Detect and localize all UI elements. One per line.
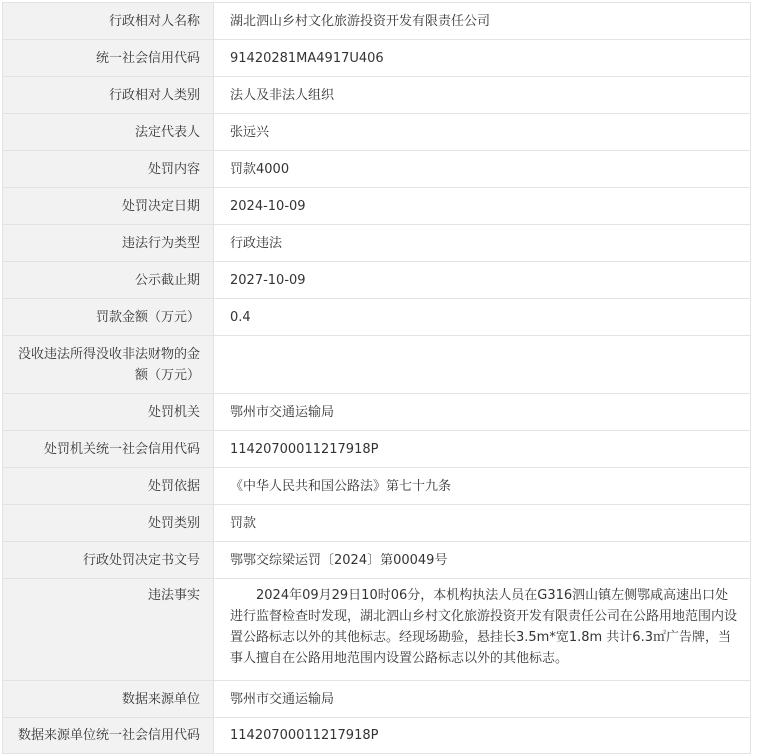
field-label: 违法行为类型 (3, 225, 214, 262)
field-label: 行政处罚决定书文号 (3, 542, 214, 579)
field-value: 2024-10-09 (214, 188, 751, 225)
field-label: 处罚机关 (3, 394, 214, 431)
field-value: 法人及非法人组织 (214, 77, 751, 114)
row-decision-document-number (3, 542, 751, 579)
row-credit-code (3, 40, 751, 77)
penalty-record (2, 2, 751, 754)
field-label: 数据来源单位统一社会信用代码 (3, 718, 214, 754)
row-authority-credit-code (3, 431, 751, 468)
field-label: 罚款金额（万元） (3, 299, 214, 336)
field-value: 《中华人民共和国公路法》第七十九条 (214, 468, 751, 505)
field-value: 11420700011217918P (214, 431, 751, 468)
row-penalty-content (3, 151, 751, 188)
row-penalty-authority (3, 394, 751, 431)
field-label: 行政相对人类别 (3, 77, 214, 114)
field-value: 2024年09月29日10时06分，本机构执法人员在G316泗山镇左侧鄂咸高速出口处进行监督检查时发现，湖北泗山乡村文化旅游投资开发有限责任公司在公路用地范围内设置公路标志以外的其他标志。经现场勘验，悬挂长3.5m*宽1.8m 共计6.3㎡广告牌，当事人擅自在公路用地范围内设置公路标志以外的其他标志。 (214, 579, 751, 681)
field-label: 违法事实 (3, 579, 214, 681)
field-value: 行政违法 (214, 225, 751, 262)
field-value (214, 336, 751, 394)
row-violation-facts (3, 579, 751, 681)
row-publicity-deadline (3, 262, 751, 299)
field-value: 11420700011217918P (214, 718, 751, 754)
field-label: 处罚决定日期 (3, 188, 214, 225)
field-value: 湖北泗山乡村文化旅游投资开发有限责任公司 (214, 3, 751, 40)
row-party-name (3, 3, 751, 40)
field-value: 鄂鄂交综梁运罚〔2024〕第00049号 (214, 542, 751, 579)
field-label: 没收违法所得没收非法财物的金额（万元） (3, 336, 214, 394)
field-label: 处罚依据 (3, 468, 214, 505)
field-value: 2027-10-09 (214, 262, 751, 299)
row-confiscation-amount (3, 336, 751, 394)
field-value: 张远兴 (214, 114, 751, 151)
row-legal-representative (3, 114, 751, 151)
row-data-source-credit-code (3, 718, 751, 754)
row-data-source (3, 681, 751, 718)
field-label: 处罚机关统一社会信用代码 (3, 431, 214, 468)
field-value: 0.4 (214, 299, 751, 336)
row-violation-type (3, 225, 751, 262)
field-value: 91420281MA4917U406 (214, 40, 751, 77)
field-label: 行政相对人名称 (3, 3, 214, 40)
row-decision-date (3, 188, 751, 225)
penalty-record-table (2, 2, 751, 754)
field-value: 鄂州市交通运输局 (214, 394, 751, 431)
field-label: 处罚类别 (3, 505, 214, 542)
field-value: 罚款4000 (214, 151, 751, 188)
row-penalty-basis (3, 468, 751, 505)
field-label: 法定代表人 (3, 114, 214, 151)
row-penalty-category (3, 505, 751, 542)
field-label: 公示截止期 (3, 262, 214, 299)
row-fine-amount (3, 299, 751, 336)
field-label: 处罚内容 (3, 151, 214, 188)
field-value: 罚款 (214, 505, 751, 542)
row-party-category (3, 77, 751, 114)
field-value: 鄂州市交通运输局 (214, 681, 751, 718)
field-label: 统一社会信用代码 (3, 40, 214, 77)
field-label: 数据来源单位 (3, 681, 214, 718)
